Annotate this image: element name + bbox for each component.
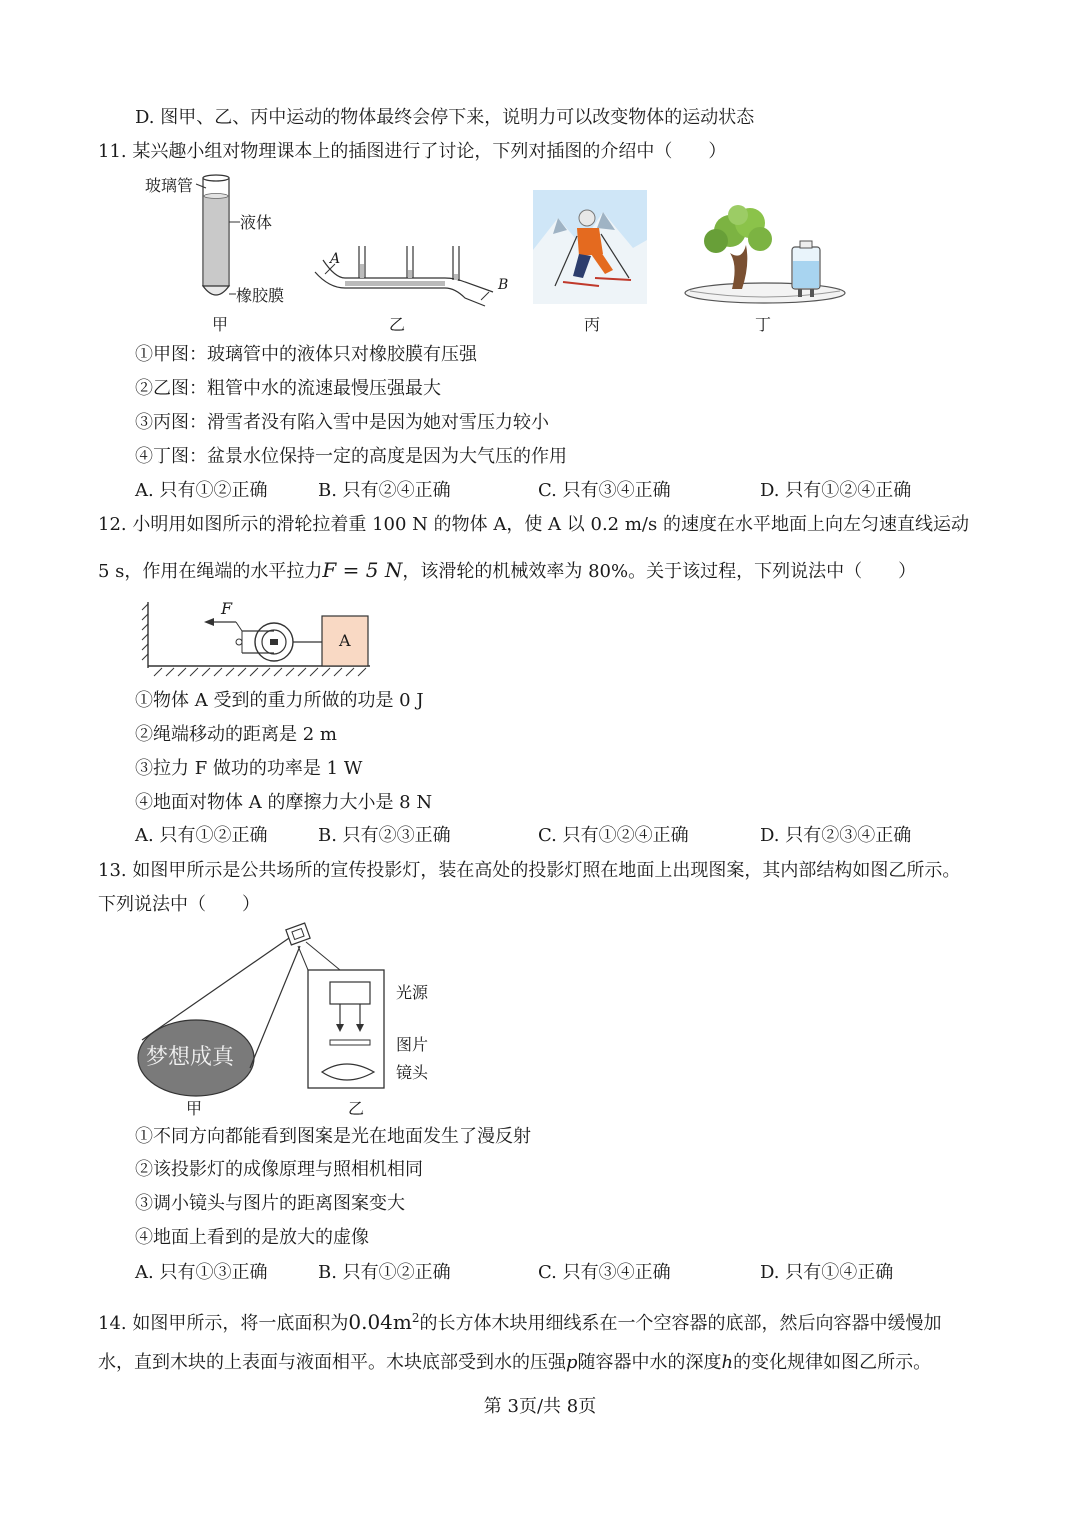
q11-option-c: C. 只有③④正确 xyxy=(538,480,671,501)
q13-caption-jia: 甲 xyxy=(186,1099,203,1118)
q11-caption-bing: 丙 xyxy=(584,315,601,334)
pipe-point-a-label: A xyxy=(330,251,341,267)
q12-statement: ①物体 A 受到的重力所做的功是 0 J xyxy=(135,690,424,711)
q12-option-a: A. 只有①②正确 xyxy=(135,825,268,846)
q11-stem: 11. 某兴趣小组对物理课本上的插图进行了讨论，下列对插图的介绍中（ ） xyxy=(98,141,727,162)
q11-statement: ③丙图：滑雪者没有陷入雪中是因为她对雪压力较小 xyxy=(135,412,549,433)
q12-option-b: B. 只有②③正确 xyxy=(318,825,451,846)
q12-option-c: C. 只有①②④正确 xyxy=(538,825,689,846)
liquid-label: 液体 xyxy=(240,213,273,232)
q13-stem-line2: 下列说法中（ ） xyxy=(98,894,260,915)
q13-option-a: A. 只有①③正确 xyxy=(135,1262,268,1283)
q13-stem-line1: 13. 如图甲所示是公共场所的宣传投影灯，装在高处的投影灯照在地面上出现图案，其内部结构如图乙所示。 xyxy=(98,860,961,881)
q12-statement: ④地面对物体 A 的摩擦力大小是 8 N xyxy=(135,792,433,813)
lens-label: 镜头 xyxy=(396,1063,429,1082)
pipe-point-b-label: B xyxy=(498,277,509,293)
q11-option-a: A. 只有①②正确 xyxy=(135,480,268,501)
q10-option-d: D. 图甲、乙、丙中运动的物体最终会停下来，说明力可以改变物体的运动状态 xyxy=(135,107,755,128)
pulley-force-label: F xyxy=(221,599,233,618)
glass-tube-label: 玻璃管 xyxy=(145,176,194,195)
q12-stem-line1: 12. 小明用如图所示的滑轮拉着重 100 N 的物体 A，使 A 以 0.2 m/s 的速度在水平地面上向左匀速直线运动 xyxy=(98,514,969,535)
q11-caption-yi: 乙 xyxy=(389,315,406,334)
skier-photo xyxy=(533,190,647,304)
q13-caption-yi: 乙 xyxy=(348,1099,365,1118)
q12-option-d: D. 只有②③④正确 xyxy=(760,825,912,846)
q11-statement: ②乙图：粗管中水的流速最慢压强最大 xyxy=(135,378,441,399)
q13-statement: ②该投影灯的成像原理与照相机相同 xyxy=(135,1159,423,1180)
q11-statement: ①甲图：玻璃管中的液体只对橡胶膜有压强 xyxy=(135,344,477,365)
picture-label: 图片 xyxy=(396,1035,429,1054)
q13-option-d: D. 只有①④正确 xyxy=(760,1262,894,1283)
projected-pattern-text: 梦想成真 xyxy=(146,1045,235,1070)
q13-option-b: B. 只有①②正确 xyxy=(318,1262,451,1283)
q14-area-value: 0.04m xyxy=(348,1310,412,1334)
page-footer: 第 3页/共 8页 xyxy=(483,1396,597,1417)
q11-caption-ding: 丁 xyxy=(755,315,772,334)
q13-statement: ③调小镜头与图片的距离图案变大 xyxy=(135,1193,405,1214)
q13-option-c: C. 只有③④正确 xyxy=(538,1262,671,1283)
q13-statement: ①不同方向都能看到图案是光在地面发生了漫反射 xyxy=(135,1126,531,1147)
q11-caption-jia: 甲 xyxy=(212,315,229,334)
q11-option-d: D. 只有①②④正确 xyxy=(760,480,912,501)
q12-statement: ③拉力 F 做功的功率是 1 W xyxy=(135,758,363,779)
q11-statement: ④丁图：盆景水位保持一定的高度是因为大气压的作用 xyxy=(135,446,567,467)
q13-statement: ④地面上看到的是放大的虚像 xyxy=(135,1227,369,1248)
q14-stem-line1: 14. 如图甲所示，将一底面积为$0.04m^2$的长方体木块用细线系在一个空容器的底部，然后向容器中缓慢加 xyxy=(98,1310,942,1334)
q12-stem-line2: 5 s，作用在绳端的水平拉力F = 5 N，该滑轮的机械效率为 80%。关于该过程，下列说法中（ ） xyxy=(98,558,917,582)
pulley-block-label: A xyxy=(339,631,351,650)
rubber-film-label: 橡胶膜 xyxy=(236,286,285,305)
light-source-label: 光源 xyxy=(396,983,429,1002)
q12-statement: ②绳端移动的距离是 2 m xyxy=(135,724,337,745)
q12-force-formula: F = 5 N xyxy=(322,558,403,582)
q14-stem-line2: 水，直到木块的上表面与液面相平。木块底部受到水的压强p随容器中水的深度h的变化规律如图乙所示。 xyxy=(98,1352,932,1373)
bonsai-figure xyxy=(680,205,850,310)
q11-option-b: B. 只有②④正确 xyxy=(318,480,451,501)
